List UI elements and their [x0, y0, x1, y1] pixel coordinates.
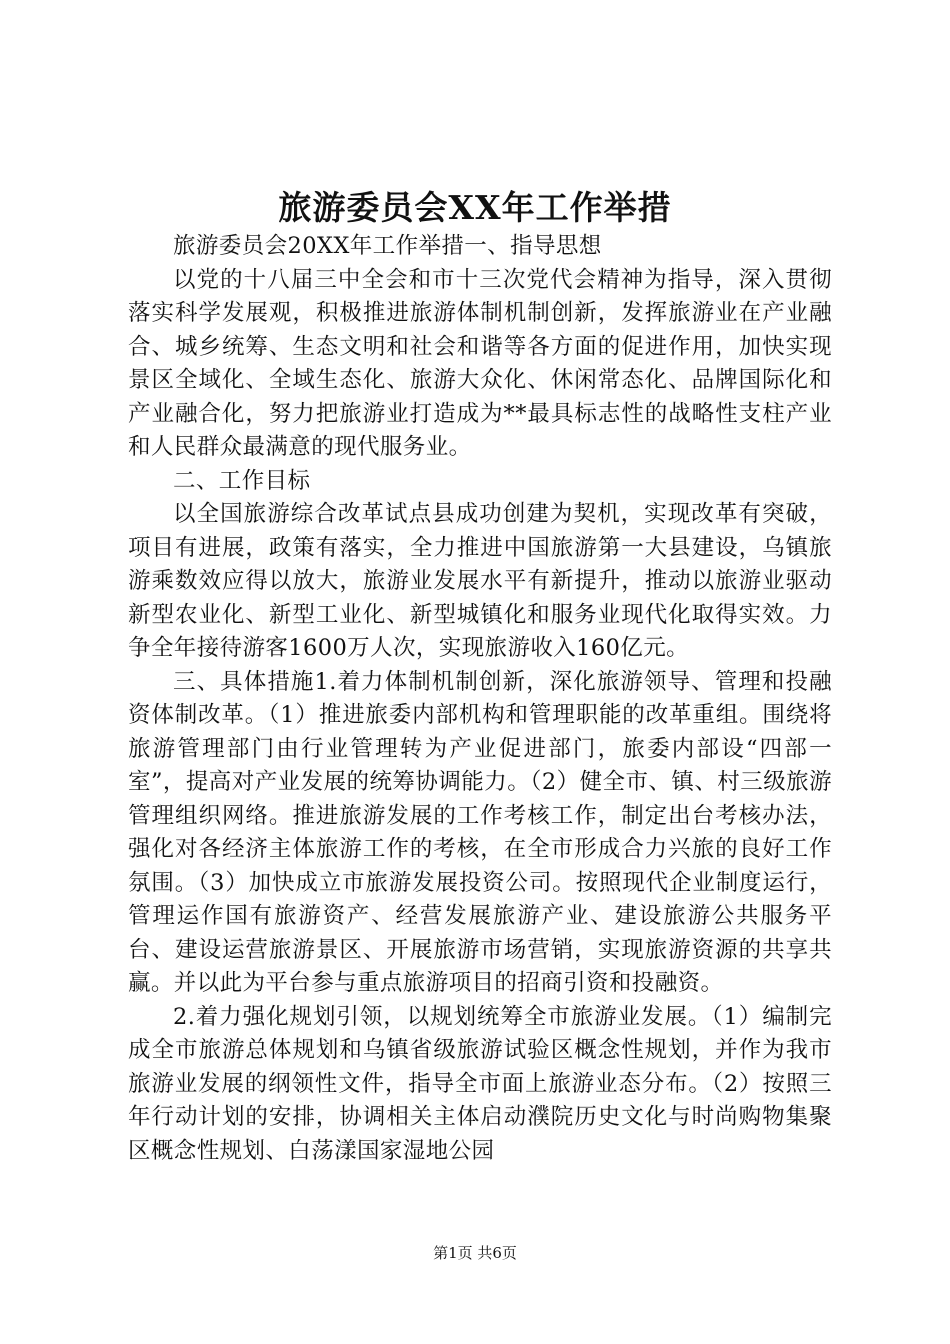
- paragraph-goals: 以全国旅游综合改革试点县成功创建为契机，实现改革有突破，项目有进展，政策有落实，全力推进中国旅游第一大县建设，乌镇旅游乘数效应得以放大，旅游业发展水平有新提升，推动以旅游业驱动新型农业化、新型工业化、新型城镇化和服务业现代化取得实效。力争全年接待游客1600万人次，实现旅游收入160亿元。: [128, 501, 832, 661]
- paragraph-measures-1: 三、具体措施1.着力体制机制创新，深化旅游领导、管理和投融资体制改革。（1）推进旅委内部机构和管理职能的改革重组。围绕将旅游管理部门由行业管理转为产业促进部门，旅委内部设“四部一室”，提高对产业发展的统筹协调能力。（2）健全市、镇、村三级旅游管理组织网络。推进旅游发展的工作考核工作，制定出台考核办法，强化对各经济主体旅游工作的考核，在全市形成合力兴旅的良好工作氛围。（3）加快成立市旅游发展投资公司。按照现代企业制度运行，管理运作国有旅游资产、经营发展旅游产业、建设旅游公共服务平台、建设运营旅游景区、开展旅游市场营销，实现旅游资源的共享共赢。并以此为平台参与重点旅游项目的招商引资和投融资。: [128, 668, 832, 996]
- document-body: [128, 230, 832, 1168]
- paragraph-intro-heading: 旅游委员会20XX年工作举措一、指导思想: [173, 233, 602, 259]
- paragraph-measures-2: 2.着力强化规划引领，以规划统筹全市旅游业发展。（1）编制完成全市旅游总体规划和乌镇省级旅游试验区概念性规划，并作为我市旅游业发展的纲领性文件，指导全市面上旅游业态分布。（2）按照三年行动计划的安排，协调相关主体启动濮院历史文化与时尚购物集聚区概念性规划、白荡漾国家湿地公园: [128, 1003, 832, 1164]
- paragraph-goals-heading: 二、工作目标: [173, 467, 311, 494]
- paragraph-guiding-thought: 以党的十八届三中全会和市十三次党代会精神为指导，深入贯彻落实科学发展观，积极推进旅游体制机制创新，发挥旅游业在产业融合、城乡统筹、生态文明和社会和谐等各方面的促进作用，加快实现景区全域化、全域生态化、旅游大众化、休闲常态化、品牌国际化和产业融合化，努力把旅游业打造成为**最具标志性的战略性支柱产业和人民群众最满意的现代服务业。: [128, 266, 832, 460]
- page-footer: 第1页 共6页: [433, 1244, 517, 1262]
- document-title: 旅游委员会XX年工作举措: [278, 188, 672, 227]
